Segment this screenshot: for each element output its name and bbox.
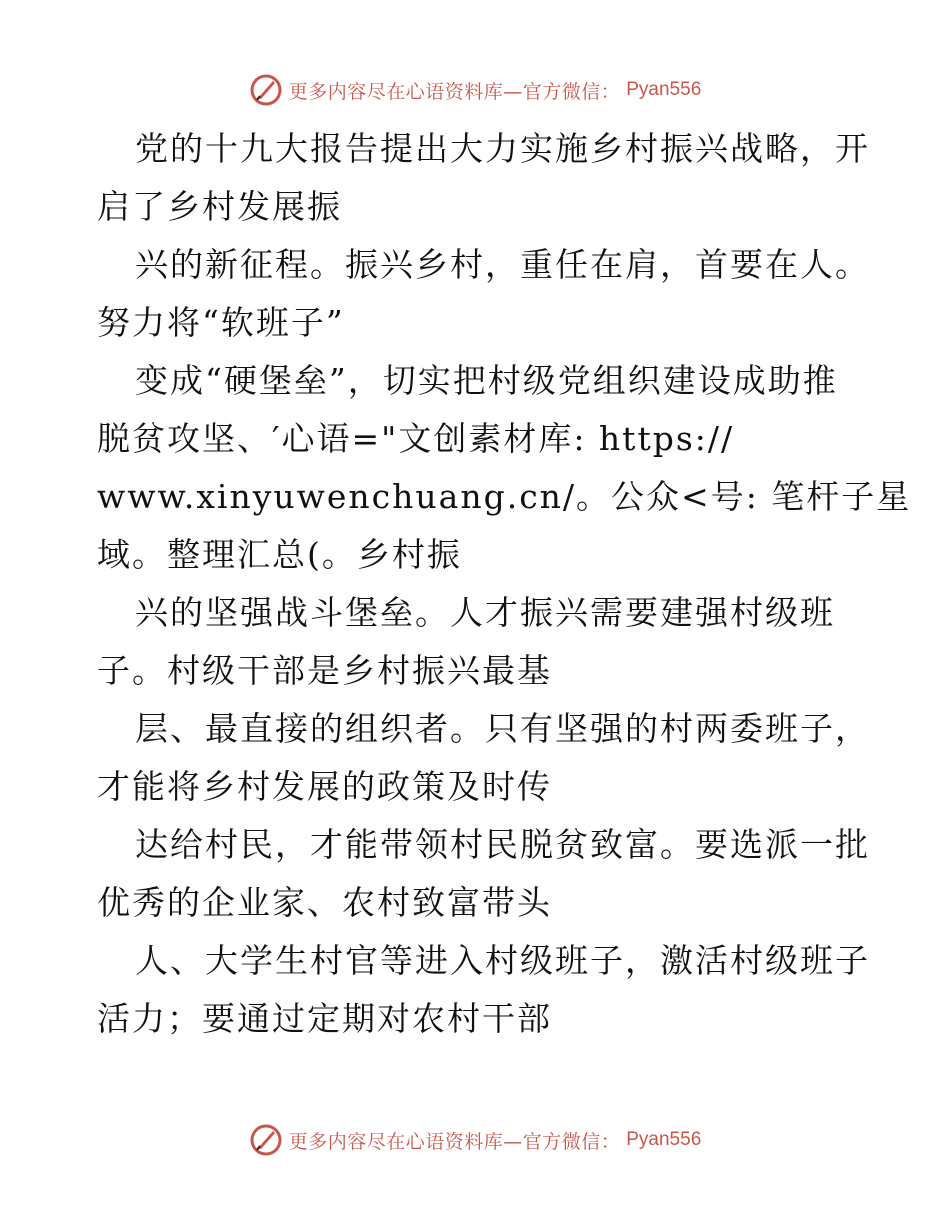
body-line: 域。整理汇总(。乡村振: [97, 535, 462, 574]
body-line: 党的十九大报告提出大力实施乡村振兴战略，开: [135, 129, 870, 168]
body-line: 脱贫攻坚、′心语="文创素材库: https://: [97, 419, 735, 458]
body-line: 人、大学生村官等进入村级班子，激活村级班子: [135, 941, 870, 980]
body-line: 兴的坚强战斗堡垒。人才振兴需要建强村级班: [135, 593, 835, 632]
footer-wechat-id: Pyan556: [626, 1129, 702, 1150]
body-line: 达给村民，才能带领村民脱贫致富。要选派一批: [135, 825, 870, 864]
body-line: www.xinyuwenchuang.cn/。公众<号: 笔杆子星: [97, 477, 912, 516]
body-line: 变成“硬堡垒”，切实把村级党组织建设成助推: [135, 361, 838, 400]
body-line: 启了乡村发展振: [97, 187, 342, 226]
body-line: 层、最直接的组织者。只有坚强的村两委班子，: [135, 709, 870, 748]
header-wechat-id: Pyan556: [626, 79, 702, 100]
body-line: 活力；要通过定期对农村干部: [97, 999, 552, 1038]
body-line: 子。村级干部是乡村振兴最基: [97, 651, 552, 690]
header-banner: [0, 70, 950, 110]
body-line: 兴的新征程。振兴乡村，重任在肩，首要在人。: [135, 245, 870, 284]
footer-banner-text: 更多内容尽在心语资料库—官方微信：: [288, 1130, 621, 1153]
body-line: 优秀的企业家、农村致富带头: [97, 883, 552, 922]
quill-logo-icon: [249, 1123, 283, 1157]
body-line: 才能将乡村发展的政策及时传: [97, 767, 552, 806]
quill-logo-icon: [249, 73, 283, 107]
document-body: [97, 120, 912, 1048]
body-line: 努力将“软班子”: [97, 303, 345, 342]
footer-banner: [0, 1120, 950, 1160]
header-banner-text: 更多内容尽在心语资料库—官方微信：: [288, 80, 621, 103]
